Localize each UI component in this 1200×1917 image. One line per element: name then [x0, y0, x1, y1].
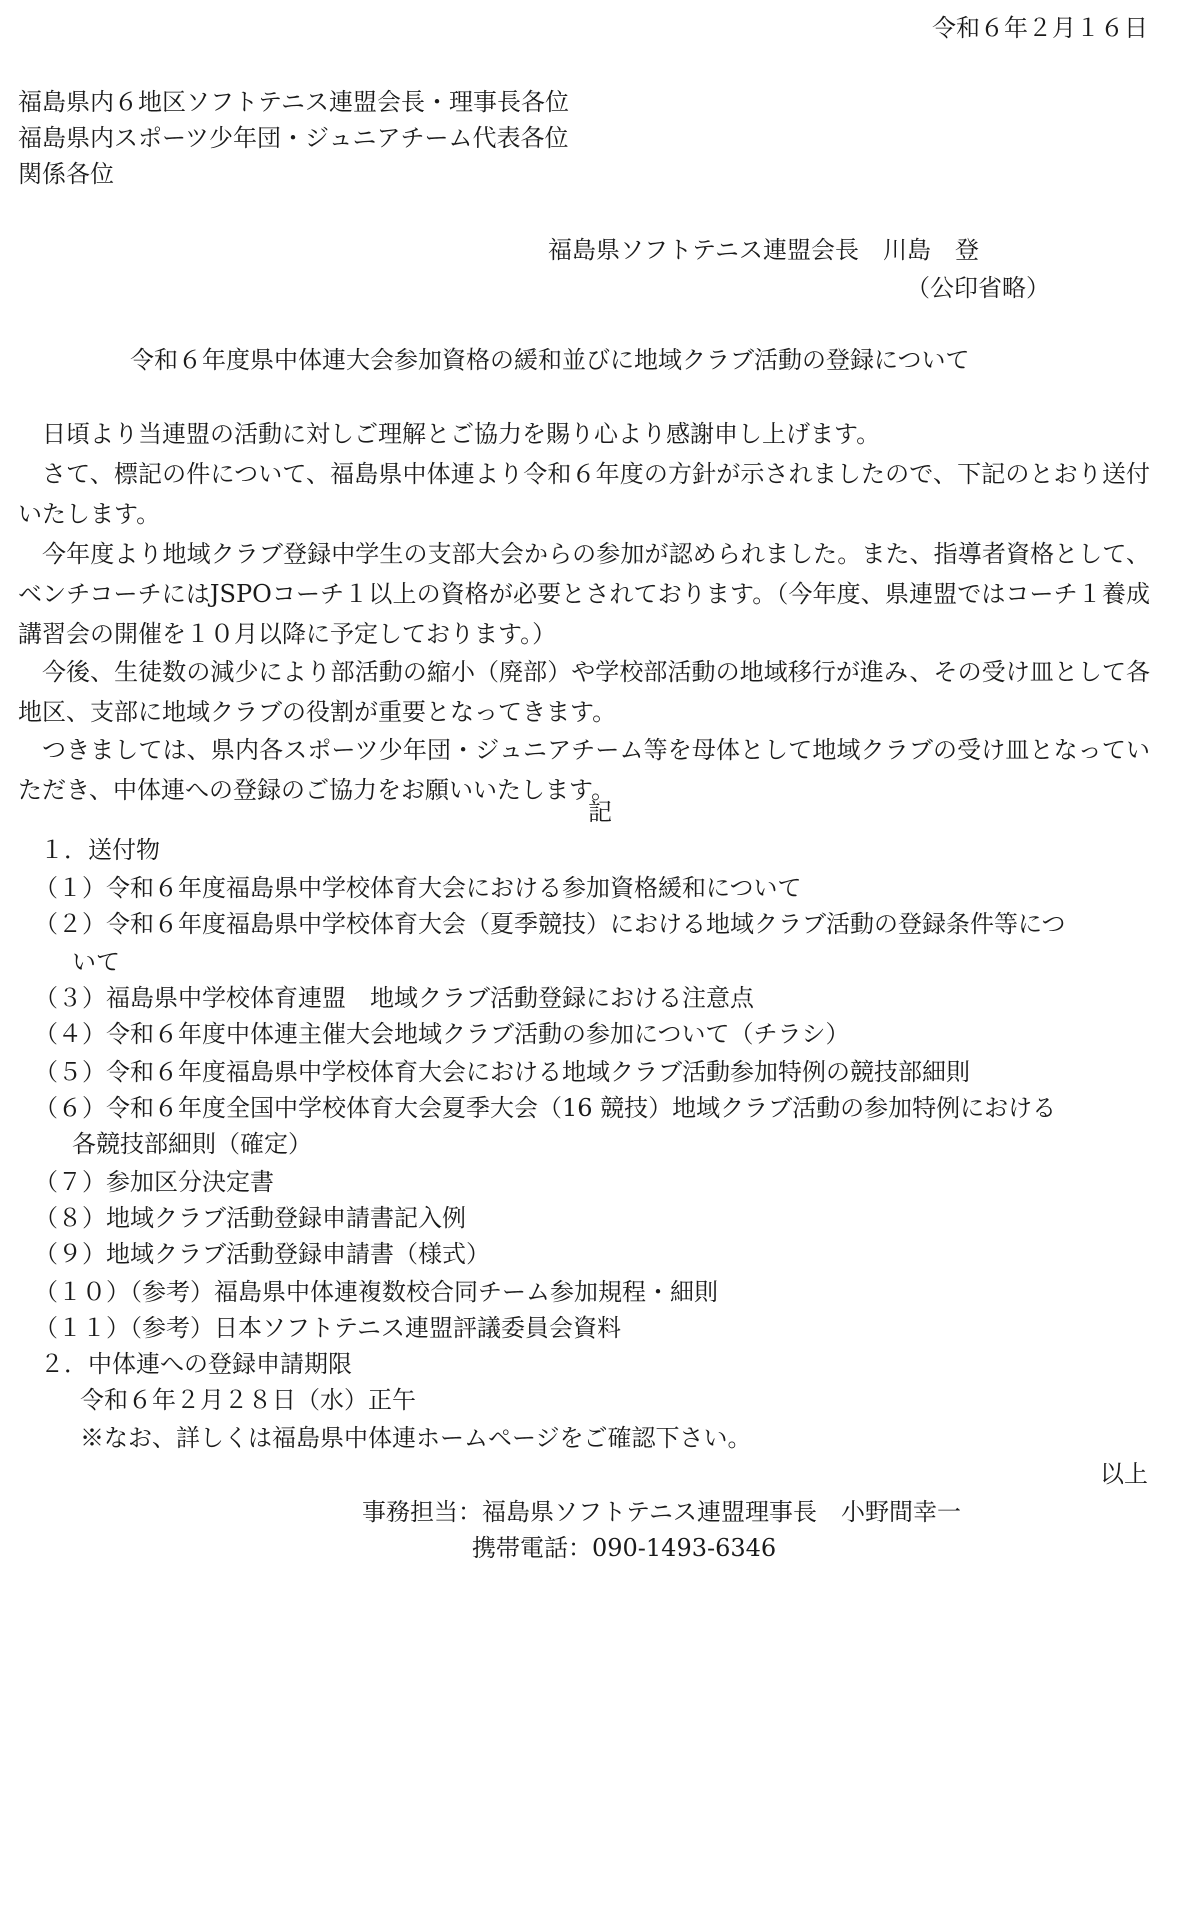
- list-item: （９）地域クラブ活動登録申請書（様式）: [34, 1240, 490, 1268]
- body-paragraph: 今年度より地域クラブ登録中学生の支部大会からの参加が認められました。また、指導者資格として、ベンチコーチにはJSPOコーチ１以上の資格が必要とされております。（今年度、県連盟ではコーチ１養成講習会の開催を１０月以降に予定しております。）: [18, 540, 1150, 648]
- list-item: （４）令和６年度中体連主催大会地域クラブ活動の参加について（チラシ）: [34, 1020, 850, 1048]
- document-date: 令和６年２月１６日: [932, 14, 1148, 42]
- list-item-continuation: 各競技部細則（確定）: [72, 1130, 312, 1158]
- body-paragraph: さて、標記の件について、福島県中体連より令和６年度の方針が示されましたので、下記のとおり送付いたします。: [18, 460, 1150, 528]
- list-item: （３）福島県中学校体育連盟 地域クラブ活動登録における注意点: [34, 984, 754, 1012]
- addressee-line: 福島県内６地区ソフトテニス連盟会長・理事長各位: [18, 88, 570, 116]
- closing-ijo: 以上: [1100, 1460, 1148, 1488]
- contact-phone: 携帯電話：090-1493-6346: [472, 1534, 777, 1562]
- list-item: （７）参加区分決定書: [34, 1168, 274, 1196]
- body-paragraph: つきましては、県内各スポーツ少年団・ジュニアチーム等を母体として地域クラブの受け皿となっていただき、中体連への登録のご協力をお願いいたします。: [18, 736, 1150, 804]
- contact-office: 事務担当：福島県ソフトテニス連盟理事長 小野間幸一: [362, 1498, 962, 1526]
- addressee-line: 関係各位: [18, 160, 114, 188]
- seal-note: （公印省略）: [906, 274, 1050, 302]
- section-heading: ２．中体連への登録申請期限: [40, 1350, 352, 1378]
- body-paragraph: 今後、生徒数の減少により部活動の縮小（廃部）や学校部活動の地域移行が進み、その受け皿として各地区、支部に地域クラブの役割が重要となってきます。: [18, 658, 1150, 726]
- body-paragraph: 日頃より当連盟の活動に対しご理解とご協力を賜り心より感謝申し上げます。: [42, 420, 881, 448]
- list-item: （１１）（参考）日本ソフトテニス連盟評議委員会資料: [34, 1314, 622, 1342]
- sender-name: 福島県ソフトテニス連盟会長 川島 登: [548, 236, 980, 264]
- list-item: （１０）（参考）福島県中体連複数校合同チーム参加規程・細則: [34, 1278, 718, 1306]
- note: ※なお、詳しくは福島県中体連ホームページをご確認下さい。: [80, 1424, 752, 1452]
- addressee-line: 福島県内スポーツ少年団・ジュニアチーム代表各位: [18, 124, 569, 152]
- deadline: 令和６年２月２８日（水）正午: [80, 1386, 416, 1414]
- document-title: 令和６年度県中体連大会参加資格の緩和並びに地域クラブ活動の登録について: [130, 346, 970, 374]
- section-heading: １．送付物: [40, 836, 160, 864]
- list-item-continuation: いて: [72, 948, 120, 976]
- list-item: （５）令和６年度福島県中学校体育大会における地域クラブ活動参加特例の競技部細則: [34, 1058, 970, 1086]
- list-item: （２）令和６年度福島県中学校体育大会（夏季競技）における地域クラブ活動の登録条件等につ: [34, 910, 1066, 938]
- list-item: （８）地域クラブ活動登録申請書記入例: [34, 1204, 466, 1232]
- list-item: （６）令和６年度全国中学校体育大会夏季大会（16 競技）地域クラブ活動の参加特例における: [34, 1094, 1057, 1122]
- list-item: （１）令和６年度福島県中学校体育大会における参加資格緩和について: [34, 874, 802, 902]
- ki-heading: 記: [588, 798, 612, 826]
